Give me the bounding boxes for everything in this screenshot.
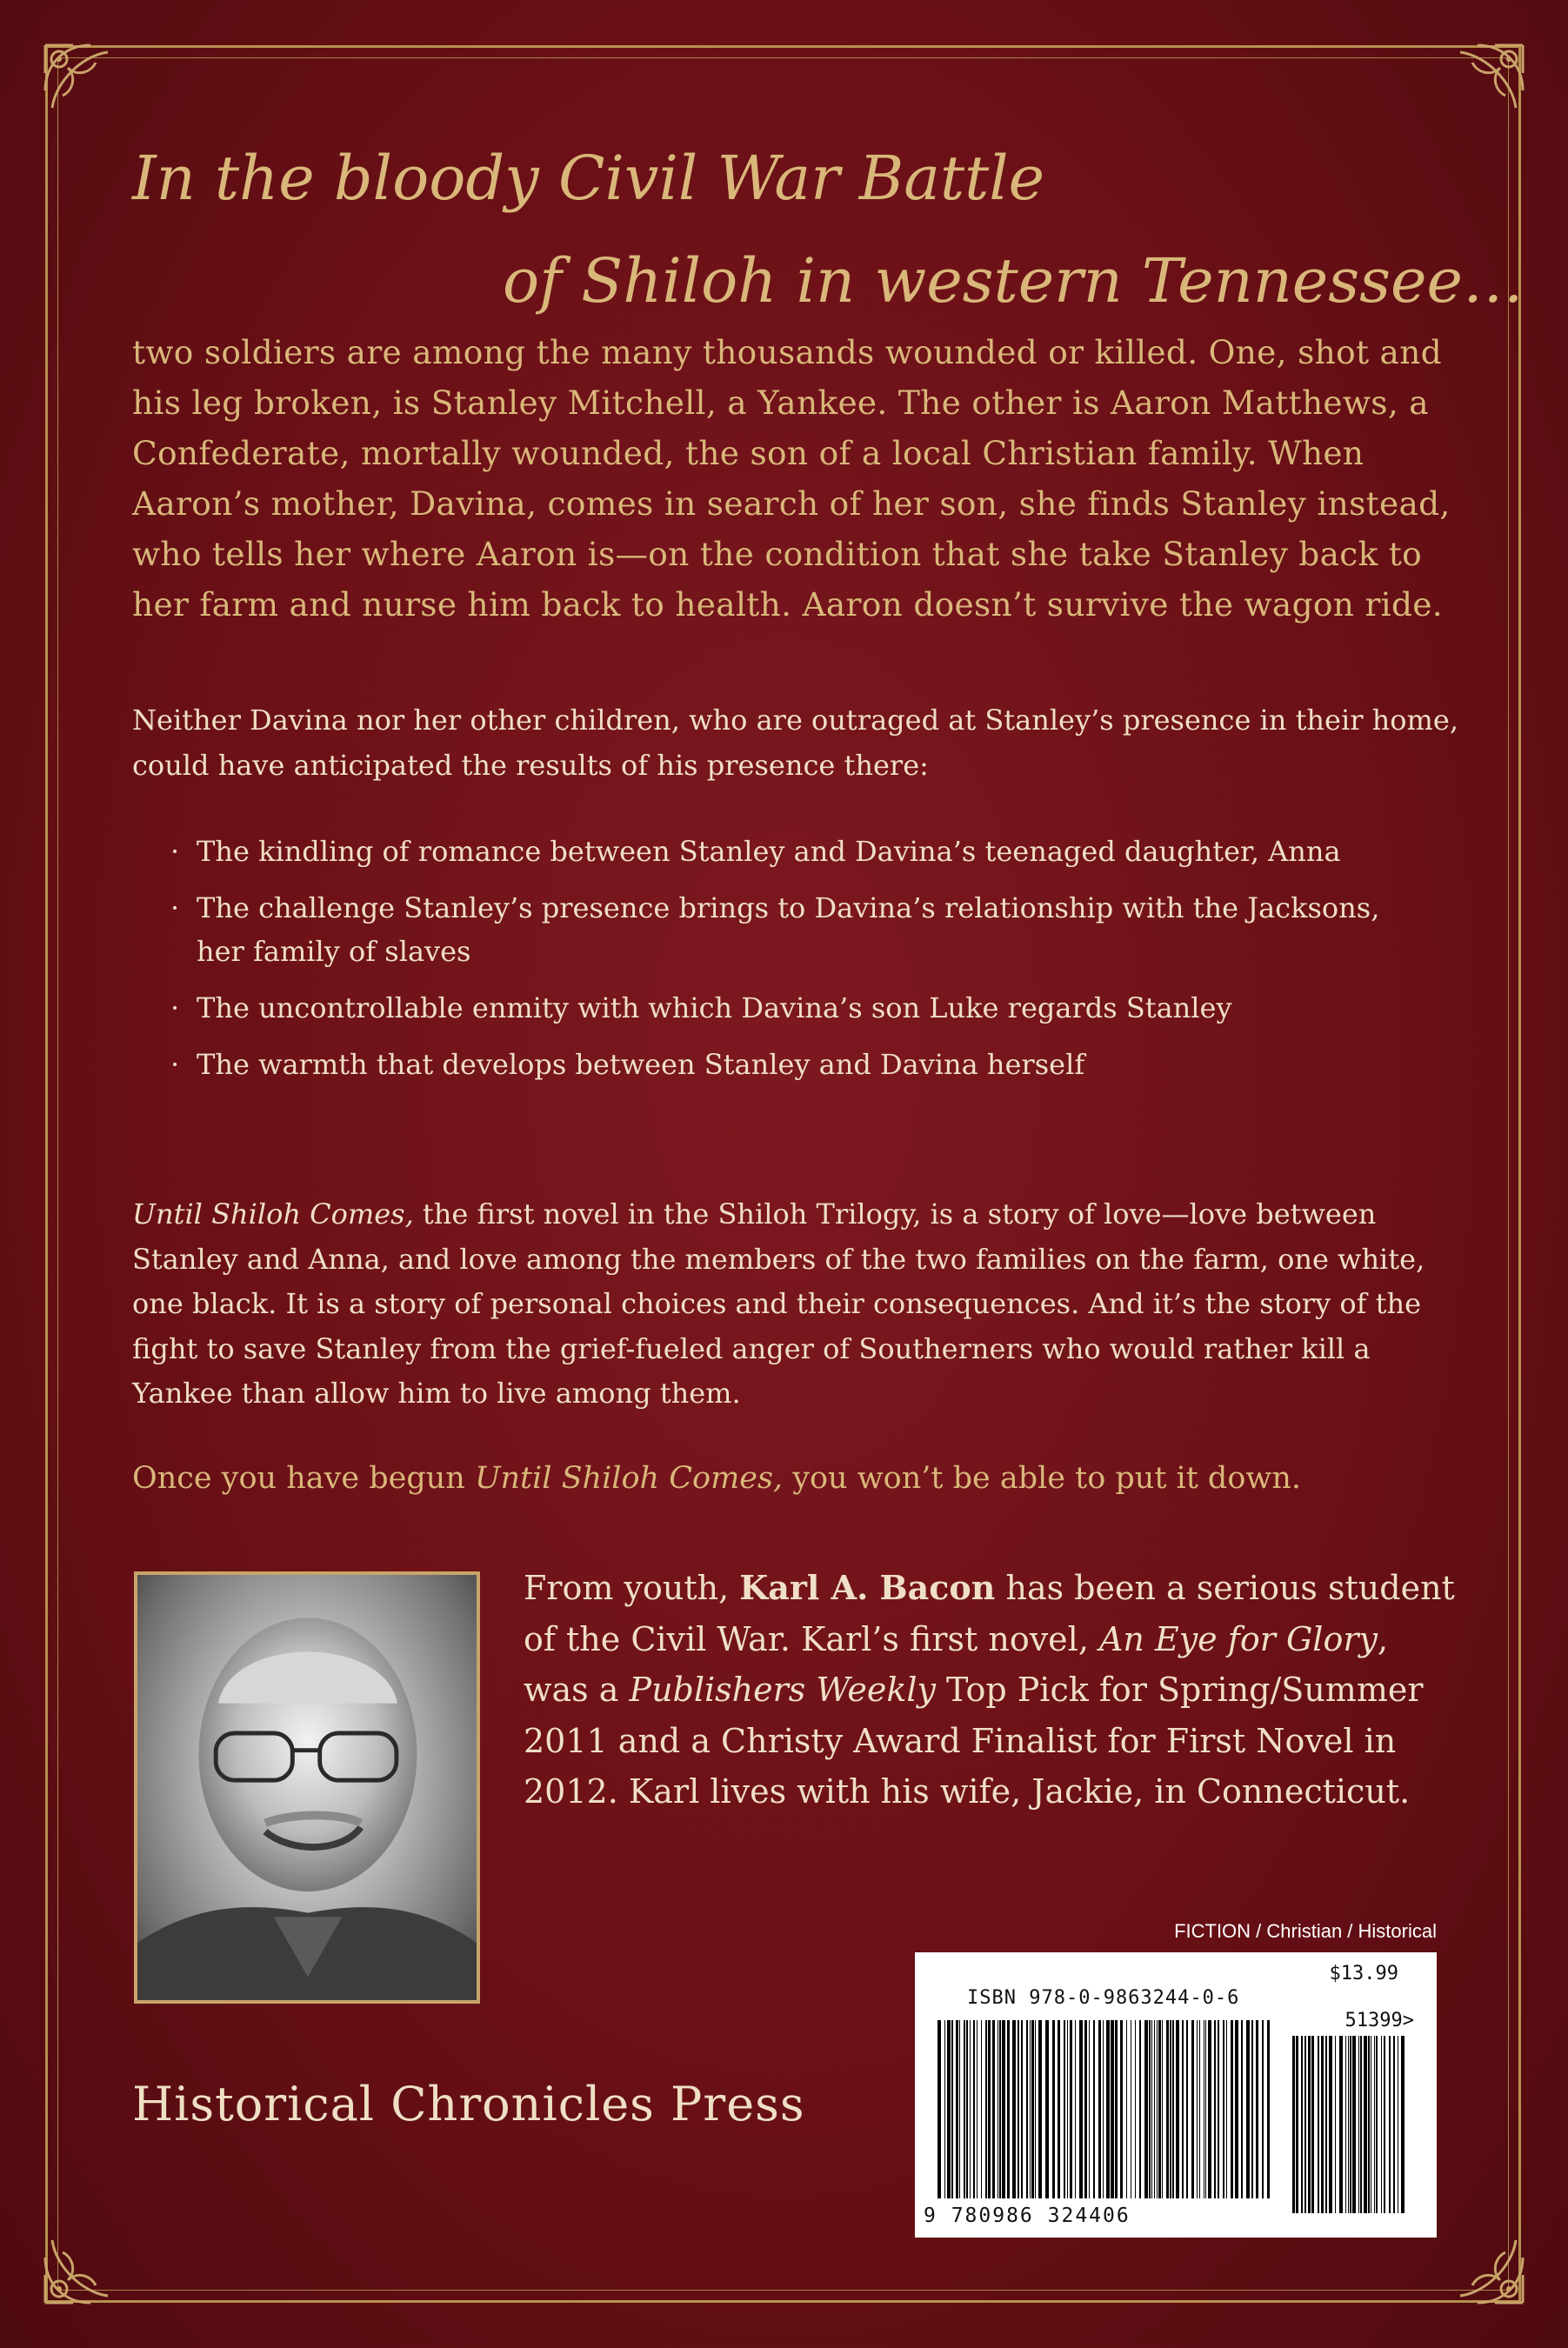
barcode-bar: [1381, 2036, 1382, 2213]
barcode-bar: [1157, 2020, 1158, 2198]
barcode-bar: [1241, 2020, 1243, 2198]
barcode-bar: [1170, 2020, 1171, 2198]
barcode-bar: [1235, 2020, 1238, 2198]
barcode-bar: [1191, 2020, 1194, 2198]
author-name: Karl A. Bacon: [739, 1568, 996, 1607]
barcode-bar: [1038, 2020, 1042, 2198]
previous-book-title: An Eye for Glory: [1098, 1619, 1378, 1658]
barcode-bar: [1084, 2020, 1087, 2198]
publication-name: Publishers Weekly: [629, 1671, 936, 1709]
barcode-bar: [1149, 2020, 1151, 2198]
barcode-bar: [1089, 2020, 1090, 2198]
barcode-bar: [1111, 2020, 1114, 2198]
barcode-bar: [1384, 2036, 1385, 2213]
barcode-bar: [964, 2020, 965, 2198]
book-title: Until Shiloh Comes,: [132, 1197, 414, 1231]
barcode-bar: [1318, 2036, 1319, 2213]
barcode-bar: [1246, 2020, 1250, 2198]
barcode-bar: [1158, 2020, 1161, 2198]
closing-line: Once you have begun Until Shiloh Comes, you won’t be able to put it down.: [132, 1461, 1302, 1496]
barcode-bar: [988, 2020, 991, 2198]
barcode-bar: [1389, 2036, 1391, 2213]
author-photo: [134, 1571, 480, 2004]
barcode-bar: [1208, 2020, 1211, 2198]
barcode-bar: [1176, 2020, 1179, 2198]
bullet-dot: ·: [170, 835, 180, 868]
barcode-bar: [1199, 2020, 1200, 2198]
barcode-bar: [1226, 2020, 1227, 2198]
barcode-bar: [1231, 2020, 1233, 2198]
barcode-bar: [1144, 2020, 1148, 2198]
barcode-bar: [1256, 2020, 1258, 2198]
barcode-bar: [1292, 2036, 1295, 2213]
barcode-bar: [1106, 2020, 1110, 2198]
bullet-item: · The warmth that develops between Stanley and Davina herself: [170, 1043, 1431, 1086]
barcode-bar: [970, 2020, 971, 2198]
barcode-bar: [947, 2020, 951, 2198]
barcode-bar: [1002, 2020, 1005, 2198]
barcode-bar: [1352, 2036, 1356, 2213]
barcode-bar: [1151, 2020, 1152, 2198]
barcode-bar: [981, 2020, 982, 2198]
barcode-bar: [985, 2020, 987, 2198]
barcode-bar: [1026, 2020, 1028, 2198]
book-title: Until Shiloh Comes,: [474, 1461, 784, 1496]
barcode-bar: [1075, 2020, 1076, 2198]
bullet-item: · The challenge Stanley’s presence brings to Davina’s relationship with the Jacksons, her family of slaves: [170, 886, 1431, 973]
barcode-bar: [1350, 2036, 1351, 2213]
bullet-dot: ·: [170, 991, 180, 1024]
barcode-bar: [1030, 2020, 1031, 2198]
barcode-bar: [1012, 2020, 1016, 2198]
genre-category: FICTION / Christian / Historical: [1174, 1920, 1437, 1942]
bullet-list: [170, 830, 1431, 1099]
barcode-bar: [1186, 2020, 1188, 2198]
lead-paragraph: two soldiers are among the many thousands wounded or killed. One, shot and his leg broken, is Stanley Mitchell, a Yankee. The other is Aaron Matthews, a Confederate, mortally wounded, the son of a local Christian family. When Aaron’s mother, Davina, comes in search of her son, she finds Stanley instead, who tells her where Aaron is—on the condition that she take Stanley back to her farm and nurse him back to health. Aaron doesn’t survive the wagon ride.: [132, 333, 1451, 624]
barcode-bar: [944, 2020, 945, 2198]
addon-label: 51399>: [1344, 2010, 1414, 2031]
barcode-bars: [934, 2020, 1273, 2213]
corner-ornament-top-left: [38, 38, 134, 134]
barcode-bar: [956, 2020, 958, 2198]
barcode-bar: [1329, 2036, 1332, 2213]
barcode-bar: [1321, 2036, 1324, 2213]
barcode-bar: [1035, 2020, 1036, 2198]
barcode-bar: [1166, 2020, 1169, 2198]
barcode-bar: [1218, 2020, 1219, 2198]
barcode-bar: [959, 2020, 960, 2198]
barcode-bar: [1345, 2036, 1346, 2213]
barcode-bar: [1115, 2020, 1118, 2198]
barcode-bar: [1007, 2020, 1010, 2198]
barcode-bar: [1393, 2036, 1395, 2213]
addon-barcode-bars: [1289, 2036, 1409, 2213]
isbn-label: ISBN 978-0-9863244-0-6: [967, 1987, 1240, 2009]
barcode-bar: [1197, 2020, 1198, 2198]
barcode-bar: [973, 2020, 975, 2198]
barcode-bar: [1368, 2036, 1370, 2213]
barcode-bar: [937, 2020, 941, 2198]
barcode-bar: [1223, 2020, 1224, 2198]
barcode-bar: [1093, 2020, 1095, 2198]
barcode-bar: [1154, 2020, 1155, 2198]
headline-line-2: of Shiloh in western Tennessee…: [503, 245, 1524, 317]
price-label: $13.99: [1329, 1963, 1398, 1984]
barcode-bar: [1120, 2020, 1123, 2198]
barcode-bar: [1325, 2036, 1327, 2213]
intro-paragraph: Neither Davina nor her other children, who are outraged at Stanley’s presence in their home, could have anticipated the results of his presence there:: [132, 704, 1458, 782]
author-bio: From youth, Karl A. Bacon has been a serious student of the Civil War. Karl’s first novel, An Eye for Glory, was a Publishers Weekly Top Pick for Spring/Summer 2011 and a Christy Award Finalist for First Novel in 2012. Karl lives with his wife, Jackie, in Connecticut.: [524, 1568, 1455, 1811]
corner-ornament-bottom-right: [1434, 2214, 1530, 2310]
bullet-dot: ·: [170, 1048, 180, 1081]
barcode-bar: [1335, 2036, 1336, 2213]
barcode-bar: [1064, 2020, 1065, 2198]
barcode-bar: [1058, 2020, 1060, 2198]
barcode-bar: [1364, 2036, 1367, 2213]
barcode-bar: [1301, 2036, 1303, 2213]
barcode-bar: [1139, 2020, 1141, 2198]
barcode-bar: [1182, 2020, 1184, 2198]
barcode-bar: [1172, 2020, 1174, 2198]
barcode-bar: [1205, 2020, 1206, 2198]
barcode-bar: [1376, 2036, 1378, 2213]
barcode-bar: [1070, 2020, 1072, 2198]
barcode-bar: [1052, 2020, 1055, 2198]
barcode-digits: 9 780986 324406: [924, 2205, 1131, 2227]
barcode-bar: [1021, 2020, 1023, 2198]
barcode-bar: [966, 2020, 968, 2198]
barcode-bar: [1067, 2020, 1068, 2198]
barcode-bar: [1251, 2020, 1253, 2198]
corner-ornament-top-right: [1434, 38, 1530, 134]
barcode-bar: [1360, 2036, 1362, 2213]
publisher-name: Historical Chronicles Press: [132, 2077, 805, 2131]
barcode-bar: [1401, 2036, 1405, 2213]
barcode-bar: [1135, 2020, 1136, 2198]
barcode-bar: [1267, 2020, 1270, 2198]
barcode-bar: [1214, 2020, 1216, 2198]
barcode-bar: [1018, 2020, 1019, 2198]
barcode-bar: [1296, 2036, 1298, 2213]
barcode-bar: [999, 2020, 1001, 2198]
barcode-bar: [1079, 2020, 1083, 2198]
barcode-bar: [1045, 2020, 1049, 2198]
barcode-bar: [1374, 2036, 1375, 2213]
barcode-bar: [1339, 2036, 1343, 2213]
bullet-dot: ·: [170, 891, 180, 924]
barcode-bar: [1308, 2036, 1311, 2213]
barcode-bar: [951, 2020, 953, 2198]
barcode-bar: [992, 2020, 995, 2198]
barcode-bar: [1162, 2020, 1163, 2198]
barcode-bar: [1358, 2036, 1359, 2213]
isbn-barcode: [915, 1952, 1437, 2238]
barcode-bar: [1126, 2020, 1127, 2198]
headline-line-1: In the bloody Civil War Battle: [132, 143, 1045, 214]
bullet-item: · The kindling of romance between Stanley and Davina’s teenaged daughter, Anna: [170, 830, 1431, 873]
barcode-bar: [1031, 2020, 1034, 2198]
barcode-bar: [1304, 2036, 1306, 2213]
barcode-bar: [1311, 2036, 1314, 2213]
corner-ornament-bottom-left: [38, 2214, 134, 2310]
synopsis-paragraph: Until Shiloh Comes, the first novel in the Shiloh Trilogy, is a story of love—love between Stanley and Anna, and love among the members of the two families on the farm, one white, one black. It is a story of personal choices and their consequences. And it’s the story of the fight to save Stanley from the grief-fueled anger of Southerners who would rather kill a Yankee than allow him to live among them.: [132, 1197, 1425, 1410]
barcode-bar: [1262, 2020, 1264, 2198]
barcode-bar: [1098, 2020, 1101, 2198]
bullet-item: · The uncontrollable enmity with which Davina’s son Luke regards Stanley: [170, 986, 1431, 1030]
barcode-bar: [1103, 2020, 1104, 2198]
barcode-bar: [1348, 2036, 1349, 2213]
